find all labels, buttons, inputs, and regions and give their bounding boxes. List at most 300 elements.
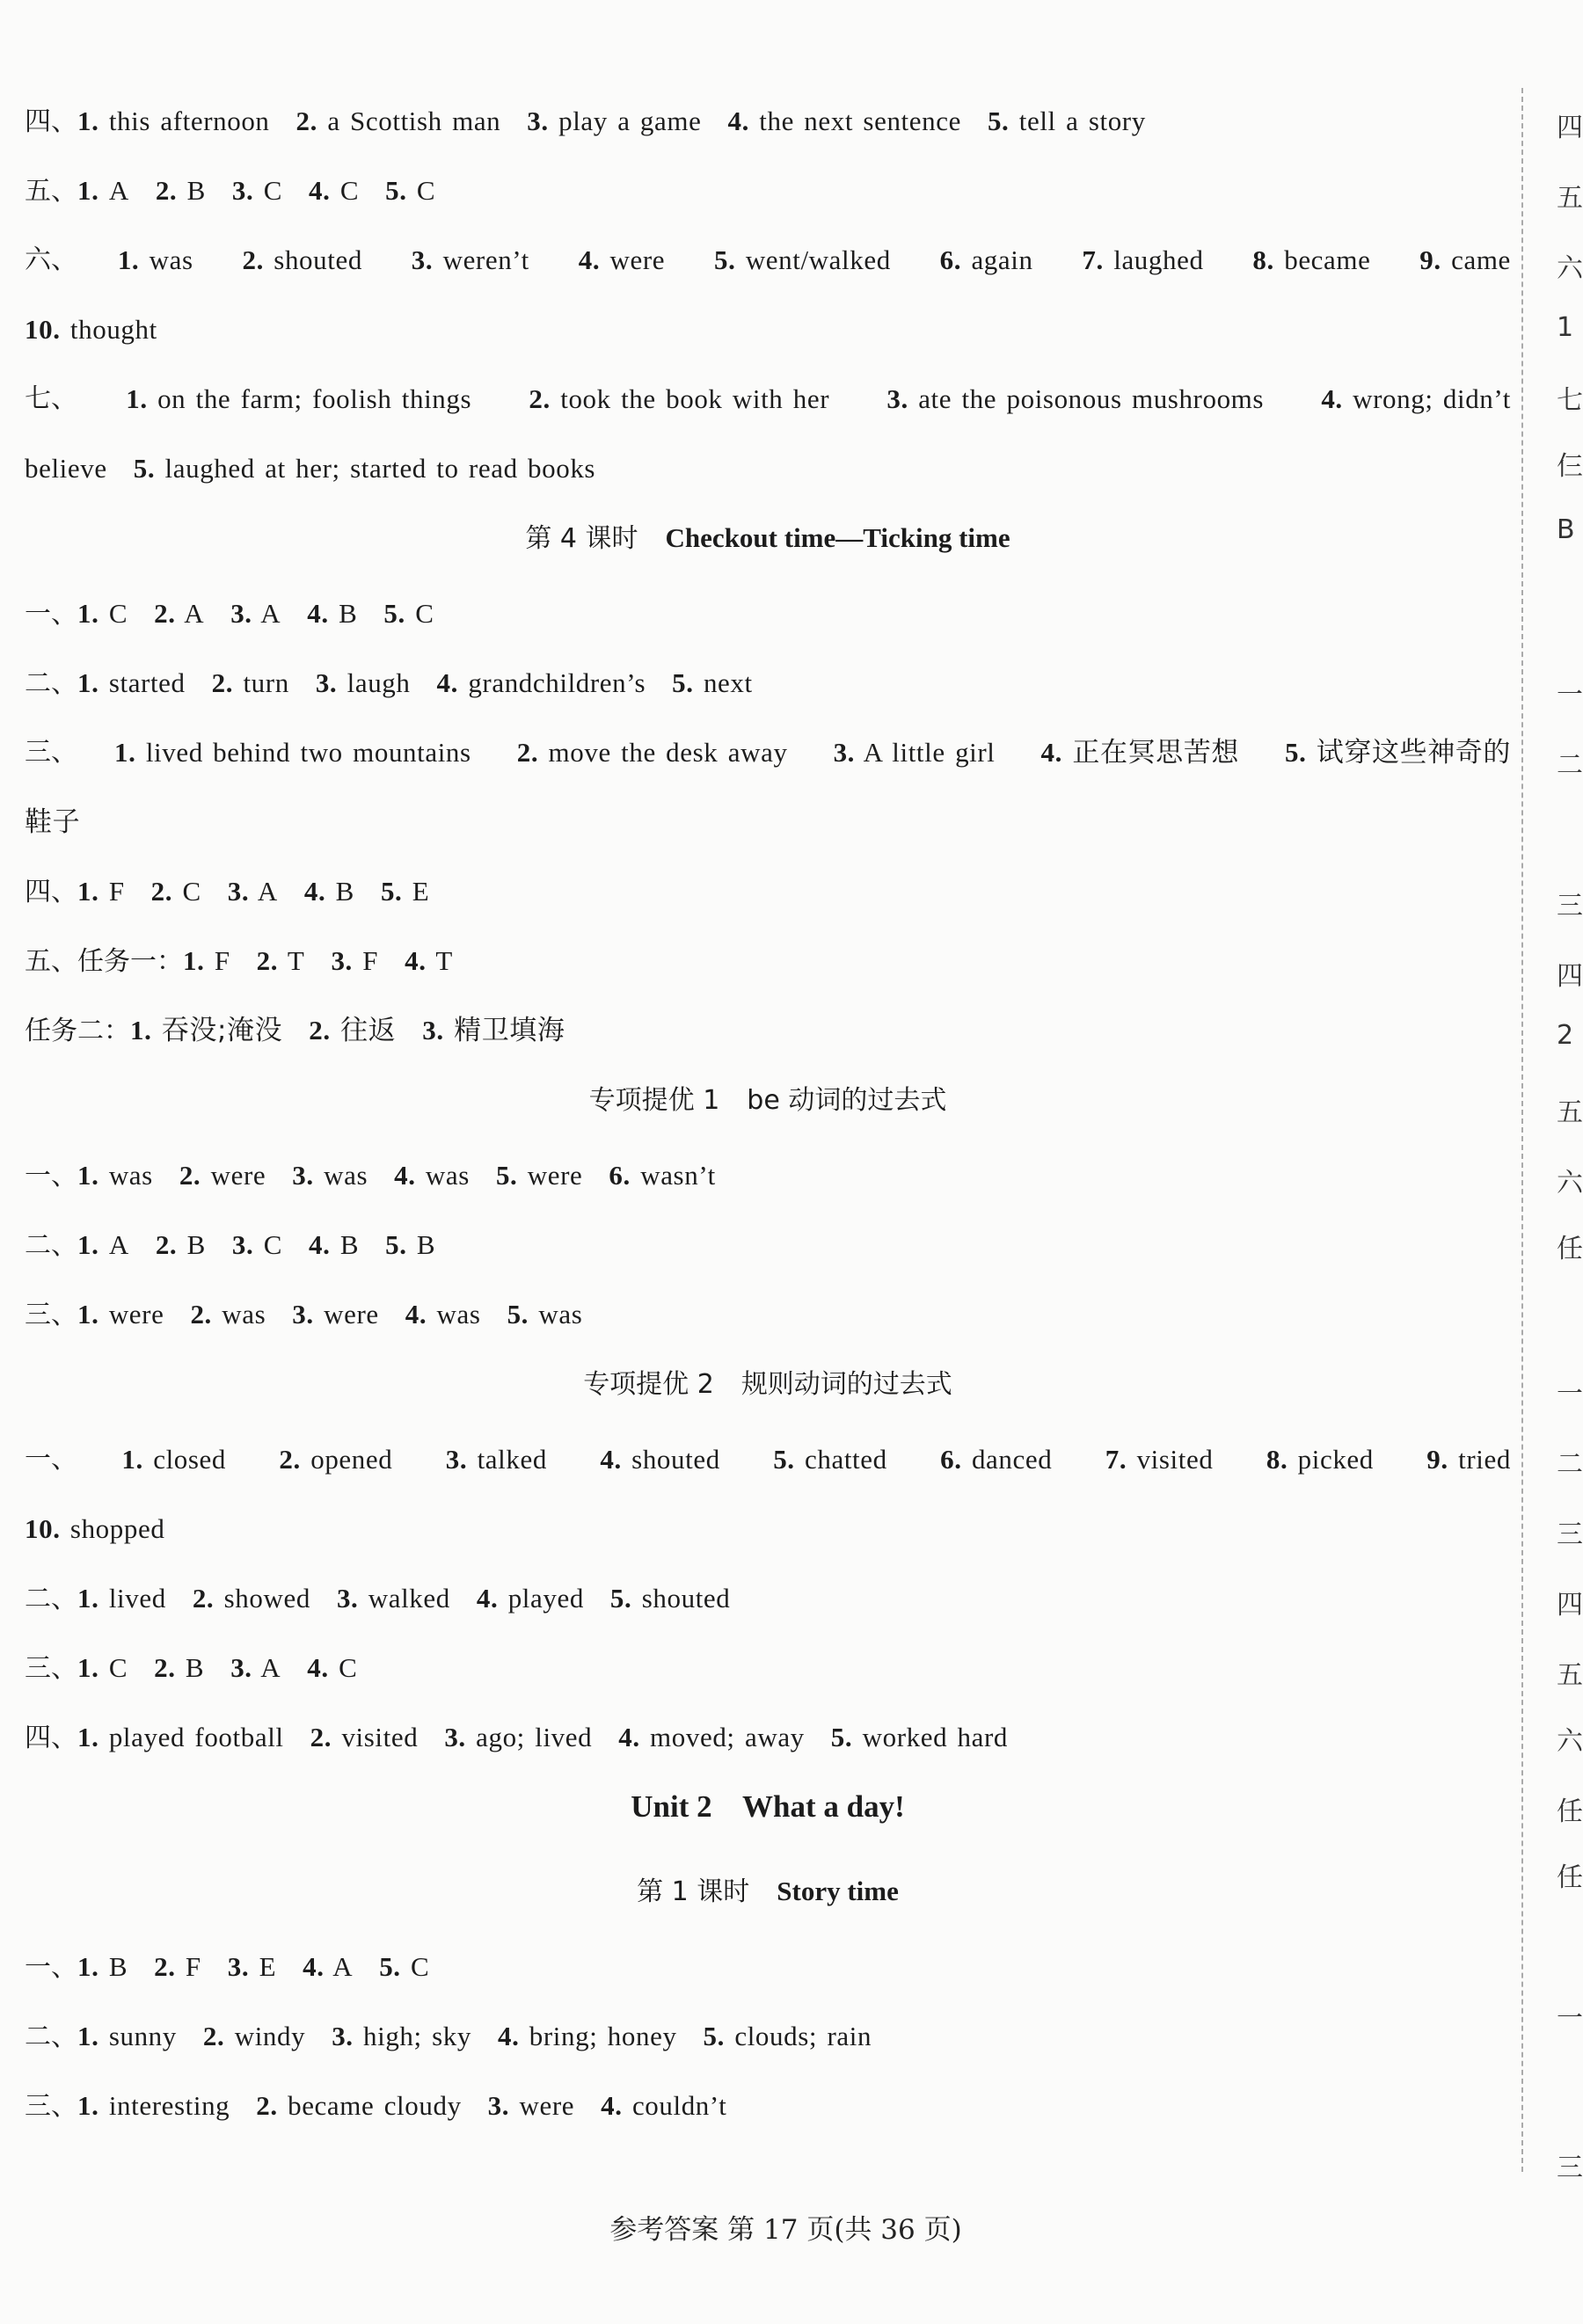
item-number: 3.	[332, 2021, 354, 2051]
answer-line	[25, 1512, 1511, 1581]
unit-title	[25, 1789, 1511, 1874]
item-number: 3.	[527, 106, 549, 136]
item-number: 1.	[77, 1722, 99, 1752]
answer-item	[77, 1583, 166, 1614]
item-number: 3.	[230, 1652, 252, 1683]
answer-item	[25, 453, 107, 484]
item-answer: again	[971, 244, 1033, 275]
item-number: 2.	[309, 1015, 331, 1045]
question-label: 六、	[25, 244, 77, 275]
answer-item	[1285, 735, 1511, 805]
answer-item	[183, 945, 230, 976]
item-answer: took the book with her	[560, 383, 830, 414]
fold-line	[1521, 88, 1523, 2172]
item-answer: became	[1284, 244, 1371, 275]
item-number: 8.	[1266, 1444, 1288, 1475]
item-answer: ago; lived	[476, 1722, 593, 1752]
item-number: 4.	[309, 1229, 331, 1260]
edge-glyph: 任	[1557, 1862, 1583, 1893]
item-answer: B	[339, 1229, 360, 1260]
item-number: 4.	[436, 667, 458, 698]
answer-item	[77, 667, 186, 698]
item-answer: weren’t	[442, 244, 529, 275]
answer-item	[212, 667, 289, 698]
answer-item	[831, 1722, 1008, 1752]
item-number: 1.	[77, 2090, 99, 2121]
edge-glyph: 仨	[1557, 451, 1583, 482]
item-number: 2.	[256, 2090, 278, 2121]
answer-item	[527, 106, 701, 136]
edge-glyph: 二	[1557, 750, 1583, 781]
item-answer: 精卫填海	[454, 1015, 565, 1046]
item-number: 5.	[714, 244, 736, 275]
answer-item	[773, 1442, 887, 1512]
answer-item	[714, 243, 891, 312]
answer-item	[309, 175, 359, 206]
item-number: 5.	[773, 1444, 795, 1475]
answer-item	[154, 1652, 204, 1683]
item-answer: B	[185, 1652, 205, 1683]
item-number: 3.	[886, 383, 908, 414]
item-number: 3.	[487, 2090, 510, 2121]
answer-item	[156, 175, 206, 206]
answer-item	[134, 453, 595, 484]
item-answer: 往返	[340, 1015, 397, 1046]
item-answer: E	[412, 876, 430, 907]
item-answer: T	[435, 945, 453, 976]
answer-item	[940, 1442, 1052, 1512]
edge-glyph: 五	[1557, 183, 1583, 214]
edge-glyph: 五	[1557, 1097, 1583, 1128]
item-answer: C	[339, 175, 360, 206]
answer-item	[77, 1722, 284, 1752]
heading-en: Checkout time—Ticking time	[665, 522, 1010, 553]
question-label: 一、	[25, 1444, 77, 1475]
item-answer: danced	[971, 1444, 1053, 1475]
item-number: 3.	[445, 1444, 468, 1475]
item-number: 7.	[1082, 244, 1104, 275]
item-number: 3.	[331, 945, 353, 976]
question-label: 五、	[25, 176, 77, 207]
answer-line	[25, 596, 1511, 666]
item-number: 5.	[380, 876, 403, 907]
answer-item	[437, 667, 646, 698]
item-number: 4.	[1040, 737, 1062, 768]
answer-item	[385, 175, 435, 206]
item-answer: E	[259, 1951, 277, 1982]
question-label: 三、	[25, 737, 77, 768]
heading-topic: be 动词的过去式	[747, 1085, 947, 1116]
item-answer: played	[507, 1583, 584, 1614]
item-number: 4.	[476, 1583, 499, 1614]
item-number: 3.	[227, 1951, 250, 1982]
item-number: 4.	[578, 244, 601, 275]
heading-zh: 第 4 课时	[525, 523, 638, 554]
answer-item	[309, 1229, 359, 1260]
answer-item	[834, 735, 996, 805]
edge-glyph: 三	[1557, 1519, 1583, 1550]
item-number: 3.	[444, 1722, 466, 1752]
answer-item	[77, 106, 270, 136]
item-answer: B	[186, 1229, 206, 1260]
answer-item	[154, 598, 204, 629]
answer-item	[610, 1583, 730, 1614]
item-number: 1.	[77, 1583, 99, 1614]
answer-item	[303, 1951, 353, 1982]
answer-line	[25, 312, 1511, 382]
answer-item	[601, 2090, 726, 2121]
heading-zh: 专项提优 1	[588, 1085, 720, 1116]
item-number: 7.	[1105, 1444, 1127, 1475]
edge-glyph: 五	[1557, 1660, 1583, 1691]
answer-item	[77, 1160, 153, 1191]
answer-line	[25, 735, 1511, 805]
item-answer: C	[411, 1951, 430, 1982]
item-number: 5.	[379, 1951, 401, 1982]
item-number: 2.	[516, 737, 539, 768]
edge-glyph: 四	[1557, 113, 1583, 143]
answer-item	[385, 1229, 435, 1260]
item-number: 5.	[133, 453, 156, 484]
answer-item	[77, 598, 128, 629]
answer-item	[242, 243, 361, 312]
answer-item	[383, 598, 434, 629]
item-answer: high; sky	[363, 2021, 471, 2051]
item-answer: A	[108, 1229, 129, 1260]
question-label: 三、	[25, 1300, 77, 1330]
item-answer: visited	[341, 1722, 419, 1752]
item-number: 5.	[987, 106, 1010, 136]
answer-item	[1082, 243, 1203, 312]
item-answer: laughed	[1113, 244, 1204, 275]
answer-item	[672, 667, 753, 698]
edge-glyph: 一	[1557, 2003, 1583, 2034]
item-answer: C	[416, 175, 436, 206]
item-answer: F	[185, 1951, 201, 1982]
item-number: 2.	[154, 1652, 176, 1683]
item-answer: a Scottish man	[327, 106, 501, 136]
answer-item	[1041, 735, 1239, 805]
answer-item	[190, 1299, 266, 1330]
answer-line	[25, 1650, 1511, 1720]
answer-item	[232, 1229, 282, 1260]
answer-line	[25, 1442, 1511, 1512]
heading-en: Unit 2 What a day!	[631, 1789, 905, 1824]
item-number: 3.	[315, 667, 338, 698]
item-number: 3.	[422, 1015, 444, 1045]
answer-item	[307, 1652, 357, 1683]
item-number: 4.	[405, 1299, 427, 1330]
item-answer: C	[263, 175, 282, 206]
answer-item	[232, 175, 282, 206]
answer-item	[304, 876, 354, 907]
answer-item	[394, 1160, 470, 1191]
item-number: 5.	[830, 1722, 853, 1752]
item-answer: bring; honey	[529, 2021, 677, 2051]
answer-item	[154, 1951, 201, 1982]
answer-item	[517, 735, 788, 805]
question-label: 四、	[25, 106, 77, 137]
question-label: 一、	[25, 1161, 77, 1191]
item-number: 6.	[940, 1444, 962, 1475]
item-answer: T	[287, 945, 305, 976]
answer-item	[1419, 243, 1511, 312]
item-number: 1.	[77, 1299, 99, 1330]
item-answer: A little girl	[863, 737, 996, 768]
answer-line	[25, 874, 1511, 943]
answer-item	[292, 1160, 368, 1191]
item-answer: B	[339, 598, 358, 629]
item-number: 3.	[231, 175, 254, 206]
answer-item	[405, 1299, 481, 1330]
item-number: 1.	[77, 1951, 99, 1982]
answer-item	[1426, 1442, 1511, 1512]
answer-item	[77, 1652, 128, 1683]
question-label: 任务二：	[25, 1016, 130, 1046]
item-answer: 吞没;淹没	[161, 1015, 283, 1046]
item-number: 5.	[1284, 737, 1307, 768]
answer-line	[25, 666, 1511, 735]
answer-item	[121, 1442, 226, 1512]
item-answer: closed	[153, 1444, 227, 1475]
item-answer: tell a story	[1018, 106, 1146, 136]
item-number: 1.	[114, 737, 136, 768]
answer-line	[25, 1158, 1511, 1228]
section-heading	[25, 521, 1511, 596]
answer-item	[230, 598, 281, 629]
item-answer: windy	[234, 2021, 306, 2051]
item-number: 2.	[155, 1229, 178, 1260]
answer-item	[1252, 243, 1370, 312]
answer-item	[412, 243, 529, 312]
item-number: 4.	[303, 1951, 325, 1982]
item-answer: C	[415, 598, 434, 629]
item-number: 3.	[411, 244, 434, 275]
answer-item	[600, 1442, 719, 1512]
answer-line	[25, 805, 1511, 874]
item-answer: on the farm; foolish things	[157, 383, 472, 414]
item-answer: C	[108, 598, 128, 629]
question-label: 二、	[25, 668, 77, 699]
edge-glyph: 一	[1557, 1379, 1583, 1410]
answer-line	[25, 243, 1511, 312]
item-answer: picked	[1297, 1444, 1374, 1475]
edge-glyph: 一	[1557, 680, 1583, 710]
item-number: 5.	[383, 598, 405, 629]
item-answer: were	[210, 1160, 266, 1191]
edge-glyph: 1	[1557, 312, 1574, 343]
item-number: 2.	[529, 383, 551, 414]
answer-item	[118, 243, 193, 312]
item-answer: lived	[108, 1583, 166, 1614]
item-answer: F	[214, 945, 230, 976]
item-answer: turn	[243, 667, 289, 698]
item-answer: sunny	[108, 2021, 177, 2051]
item-number: 1.	[121, 1444, 143, 1475]
edge-glyph: 三	[1557, 2153, 1583, 2183]
item-number: 1.	[77, 1229, 99, 1260]
section-heading	[25, 1082, 1511, 1158]
item-number: 2.	[192, 1583, 215, 1614]
item-answer: opened	[310, 1444, 393, 1475]
heading-zh: 专项提优 2	[583, 1369, 714, 1400]
item-number: 1.	[77, 876, 99, 907]
answer-line	[25, 1013, 1511, 1082]
item-answer: played football	[108, 1722, 284, 1752]
item-number: 4.	[618, 1722, 640, 1752]
answer-item	[230, 1652, 281, 1683]
item-number: 5.	[385, 175, 407, 206]
edge-glyph: 六	[1557, 1726, 1583, 1757]
answer-item	[25, 1513, 164, 1544]
question-label: 三、	[25, 1653, 77, 1684]
item-answer: shouted	[274, 244, 362, 275]
answer-item	[77, 175, 129, 206]
item-answer: were	[519, 2090, 575, 2121]
item-number: 1.	[77, 1652, 99, 1683]
edge-glyph: 四	[1557, 1590, 1583, 1621]
question-label: 四、	[25, 877, 77, 907]
item-answer: shouted	[641, 1583, 731, 1614]
answer-item	[228, 1951, 276, 1982]
answer-item	[228, 876, 278, 907]
item-answer: believe	[25, 453, 107, 484]
edge-glyph: 三	[1557, 891, 1583, 922]
answer-line	[25, 1228, 1511, 1297]
question-label: 五、任务一：	[25, 946, 183, 977]
answer-item	[444, 1722, 592, 1752]
item-answer: C	[182, 876, 201, 907]
item-number: 4.	[394, 1160, 416, 1191]
item-answer: came	[1451, 244, 1511, 275]
item-number: 5.	[672, 667, 694, 698]
item-answer: this afternoon	[108, 106, 270, 136]
answer-item	[477, 1583, 584, 1614]
question-label: 一、	[25, 599, 77, 630]
answer-item	[77, 2090, 230, 2121]
answer-item	[381, 876, 429, 907]
answer-item	[331, 945, 378, 976]
edge-glyph: B	[1557, 514, 1575, 545]
answer-line	[25, 1720, 1511, 1789]
item-answer: tried	[1458, 1444, 1511, 1475]
answer-item	[498, 2021, 677, 2051]
answer-line	[25, 173, 1511, 243]
item-number: 1.	[117, 244, 140, 275]
answer-line	[25, 451, 1511, 521]
answer-item	[1266, 1442, 1374, 1512]
item-answer: the next sentence	[759, 106, 961, 136]
answer-item	[114, 735, 471, 805]
item-answer: visited	[1136, 1444, 1214, 1475]
edge-glyph: 任	[1557, 1796, 1583, 1827]
answer-item	[704, 2021, 872, 2051]
item-answer: went/walked	[745, 244, 891, 275]
edge-glyph: 六	[1557, 1168, 1583, 1198]
heading-topic: 规则动词的过去式	[740, 1369, 952, 1400]
item-number: 2.	[310, 1722, 332, 1752]
answer-item	[507, 1299, 583, 1330]
item-number: 6.	[939, 244, 962, 275]
answer-item	[25, 314, 157, 345]
item-answer: clouds; rain	[734, 2021, 872, 2051]
item-answer: A	[260, 598, 281, 629]
answer-item	[310, 1722, 419, 1752]
item-number: 2.	[256, 945, 279, 976]
answer-item	[529, 382, 829, 451]
answer-item	[940, 243, 1033, 312]
question-label: 七、	[25, 383, 77, 414]
answer-item	[256, 2090, 461, 2121]
item-answer: next	[703, 667, 753, 698]
answer-item	[296, 106, 501, 136]
question-label: 三、	[25, 2091, 77, 2122]
item-answer: wrong; didn’t	[1353, 383, 1511, 414]
answer-item	[316, 667, 411, 698]
answer-item	[203, 2021, 305, 2051]
item-number: 2.	[155, 175, 178, 206]
answer-item	[307, 598, 357, 629]
item-number: 5.	[385, 1229, 407, 1260]
item-answer: ate the poisonous mushrooms	[918, 383, 1265, 414]
item-answer: shopped	[69, 1513, 165, 1544]
item-number: 1.	[77, 2021, 99, 2051]
item-answer: were	[527, 1160, 583, 1191]
item-answer: play a game	[558, 106, 702, 136]
item-number: 4.	[727, 106, 749, 136]
item-answer: A	[108, 175, 129, 206]
item-answer: walked	[368, 1583, 450, 1614]
answer-line	[25, 2019, 1511, 2088]
answer-item	[988, 106, 1146, 136]
item-number: 4.	[307, 598, 329, 629]
answer-item	[379, 1951, 429, 1982]
answer-item	[337, 1583, 450, 1614]
item-answer: became cloudy	[288, 2090, 462, 2121]
item-number: 9.	[1426, 1444, 1448, 1475]
answer-item	[727, 106, 960, 136]
question-label: 四、	[25, 1723, 77, 1753]
item-answer: B	[416, 1229, 436, 1260]
item-answer: shouted	[631, 1444, 720, 1475]
item-number: 2.	[154, 598, 176, 629]
item-number: 4.	[405, 945, 427, 976]
answer-item	[77, 1951, 128, 1982]
answer-item	[77, 876, 125, 907]
answer-item	[179, 1160, 266, 1191]
item-number: 2.	[154, 1951, 176, 1982]
answer-item	[77, 1299, 164, 1330]
item-number: 9.	[1419, 244, 1441, 275]
item-number: 5.	[507, 1299, 529, 1330]
question-label: 二、	[25, 1584, 77, 1614]
item-number: 2.	[211, 667, 234, 698]
answer-line	[25, 1297, 1511, 1366]
item-answer: showed	[223, 1583, 310, 1614]
question-label: 一、	[25, 1952, 77, 1983]
answer-item	[609, 1160, 716, 1191]
item-number: 3.	[833, 737, 856, 768]
item-number: 1.	[77, 175, 99, 206]
heading-zh: 第 1 课时	[637, 1876, 750, 1907]
item-number: 2.	[279, 1444, 301, 1475]
item-number: 1.	[77, 667, 99, 698]
answer-item	[422, 1015, 565, 1045]
item-answer: 正在冥思苦想	[1072, 737, 1239, 769]
item-answer: grandchildren’s	[468, 667, 646, 698]
item-answer: interesting	[108, 2090, 230, 2121]
item-answer: was	[149, 244, 193, 275]
